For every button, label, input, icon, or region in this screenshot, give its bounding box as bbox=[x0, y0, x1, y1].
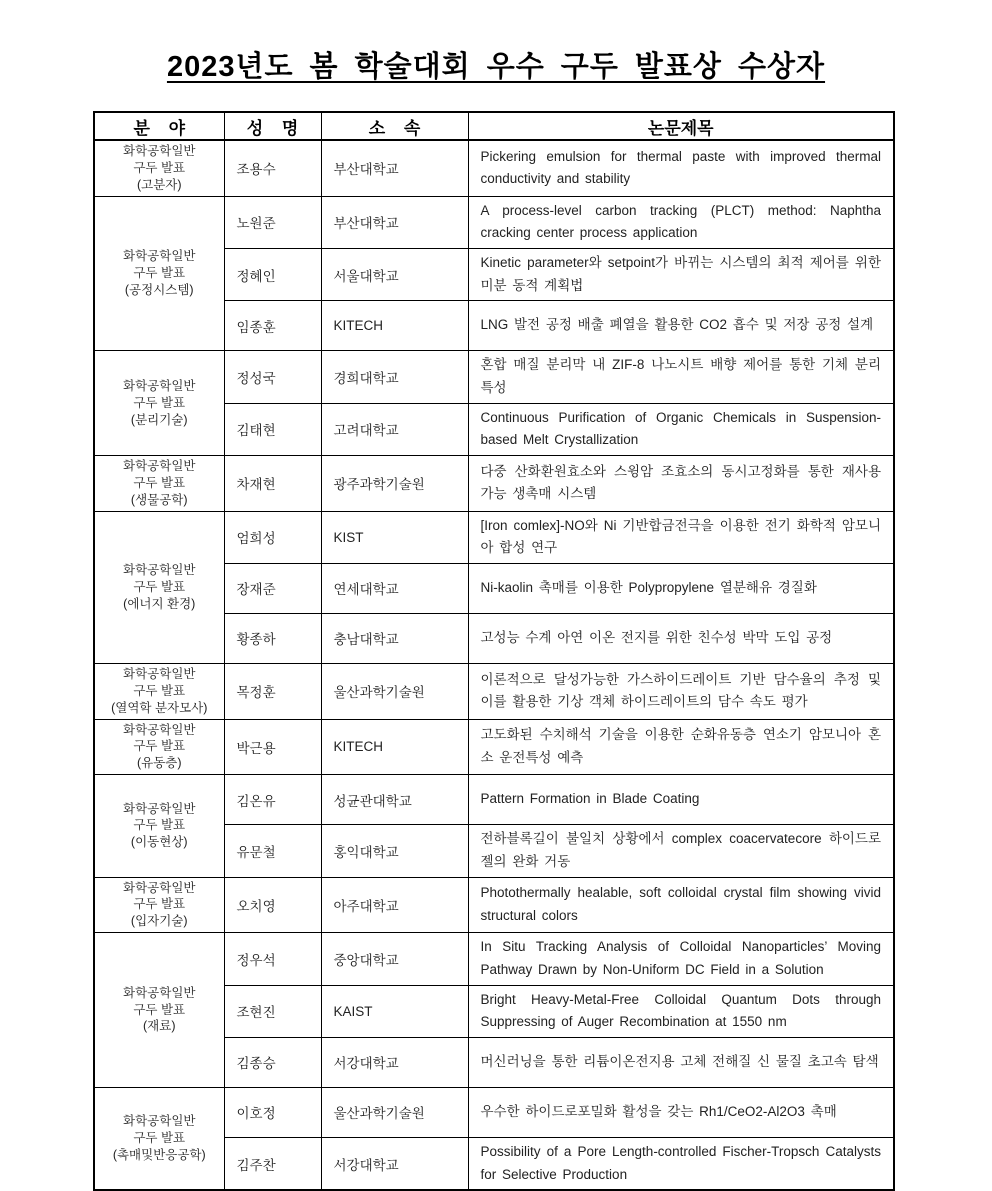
field-cell bbox=[94, 456, 224, 512]
field-cell bbox=[94, 1087, 224, 1190]
paper-title-cell: Pattern Formation in Blade Coating bbox=[468, 775, 894, 825]
name-cell: 김주찬 bbox=[224, 1137, 321, 1190]
table-row bbox=[94, 456, 894, 512]
affiliation-cell: 울산과학기술원 bbox=[321, 663, 468, 719]
name-cell: 정우석 bbox=[224, 933, 321, 985]
paper-title-cell: 전하블록길이 불일치 상황에서 complex coacervatecore 하이드로젤의 완화 거동 bbox=[468, 825, 894, 877]
table-row bbox=[94, 933, 894, 985]
paper-title-cell: Pickering emulsion for thermal paste with improved thermal conductivity and stability bbox=[468, 140, 894, 196]
field-line: (고분자) bbox=[136, 177, 182, 192]
affiliation-cell: 연세대학교 bbox=[321, 563, 468, 613]
field-line: (이동현상) bbox=[130, 835, 188, 850]
name-cell: 황종하 bbox=[224, 613, 321, 663]
name-cell: 김종승 bbox=[224, 1037, 321, 1087]
name-cell: 박근용 bbox=[224, 719, 321, 775]
field-line: 구두 발표 bbox=[133, 818, 186, 833]
affiliation-cell: 성균관대학교 bbox=[321, 775, 468, 825]
table-row bbox=[94, 1087, 894, 1137]
field-cell bbox=[94, 933, 224, 1088]
field-line: (분리기술) bbox=[130, 412, 188, 427]
table-row bbox=[94, 511, 894, 563]
field-cell bbox=[94, 719, 224, 775]
affiliation-cell: 서강대학교 bbox=[321, 1037, 468, 1087]
affiliation-cell: 중앙대학교 bbox=[321, 933, 468, 985]
field-line: 화학공학일반 bbox=[123, 666, 196, 681]
paper-title-cell: Photothermally healable, soft colloidal crystal film showing vivid structural colors bbox=[468, 877, 894, 933]
field-line: 구두 발표 bbox=[133, 1131, 186, 1146]
table-row bbox=[94, 775, 894, 825]
affiliation-cell: KITECH bbox=[321, 719, 468, 775]
paper-title-cell: 다중 산화환원효소와 스윙암 조효소의 동시고정화를 통한 재사용 가능 생촉매 시스템 bbox=[468, 456, 894, 512]
field-line: 구두 발표 bbox=[133, 395, 186, 410]
field-cell bbox=[94, 877, 224, 933]
field-line: (재료) bbox=[143, 1019, 176, 1034]
field-line: (유동층) bbox=[136, 756, 182, 771]
field-line: 화학공학일반 bbox=[123, 144, 196, 158]
header-field: 분 야 bbox=[94, 112, 224, 140]
field-cell bbox=[94, 663, 224, 719]
name-cell: 목정훈 bbox=[224, 663, 321, 719]
table-row bbox=[94, 140, 894, 196]
name-cell: 조현진 bbox=[224, 985, 321, 1037]
header-paper-title: 논문제목 bbox=[468, 112, 894, 140]
page-title: 2023년도 봄 학술대회 우수 구두 발표상 수상자 bbox=[166, 51, 826, 83]
affiliation-cell: 홍익대학교 bbox=[321, 825, 468, 877]
paper-title-cell: LNG 발전 공정 배출 폐열을 활용한 CO2 흡수 및 저장 공정 설계 bbox=[468, 301, 894, 351]
field-line: (열역학 분자모사) bbox=[111, 700, 208, 715]
affiliation-cell: 경희대학교 bbox=[321, 351, 468, 403]
field-line: 구두 발표 bbox=[133, 579, 186, 594]
field-line: 구두 발표 bbox=[133, 266, 186, 281]
field-line: 화학공학일반 bbox=[123, 722, 196, 737]
awards-table bbox=[93, 111, 895, 1191]
paper-title-cell: 고도화된 수치해석 기술을 이용한 순화유동층 연소기 암모니아 혼소 운전특성 예측 bbox=[468, 719, 894, 775]
paper-title-cell: 우수한 하이드로포밀화 활성을 갖는 Rh1/CeO2-Al2O3 촉매 bbox=[468, 1087, 894, 1137]
field-cell bbox=[94, 351, 224, 456]
field-cell bbox=[94, 775, 224, 877]
field-line: 구두 발표 bbox=[133, 475, 186, 490]
affiliation-cell: 서울대학교 bbox=[321, 248, 468, 300]
field-line: 구두 발표 bbox=[133, 739, 186, 754]
field-line: 화학공학일반 bbox=[123, 880, 196, 895]
field-line: 구두 발표 bbox=[133, 683, 186, 698]
name-cell: 노원준 bbox=[224, 196, 321, 248]
paper-title-cell: Ni-kaolin 촉매를 이용한 Polypropylene 열분해유 경질화 bbox=[468, 563, 894, 613]
table-row bbox=[94, 663, 894, 719]
paper-title-cell: Kinetic parameter와 setpoint가 바뀌는 시스템의 최적 제어를 위한 미분 동적 계획법 bbox=[468, 248, 894, 300]
affiliation-cell: 부산대학교 bbox=[321, 140, 468, 196]
field-line: (에너지 환경) bbox=[123, 596, 196, 611]
field-line: 화학공학일반 bbox=[123, 249, 196, 264]
table-body bbox=[94, 140, 894, 1190]
paper-title-cell: 이론적으로 달성가능한 가스하이드레이트 기반 담수율의 추정 및 이를 활용한 기상 객체 하이드레이트의 담수 속도 평가 bbox=[468, 663, 894, 719]
paper-title-cell: Possibility of a Pore Length-controlled Fischer-Tropsch Catalysts for Selective Production bbox=[468, 1137, 894, 1190]
name-cell: 유문철 bbox=[224, 825, 321, 877]
name-cell: 조용수 bbox=[224, 140, 321, 196]
header-affiliation: 소 속 bbox=[321, 112, 468, 140]
field-line: 화학공학일반 bbox=[123, 1114, 196, 1129]
name-cell: 오치영 bbox=[224, 877, 321, 933]
paper-title-cell: Bright Heavy-Metal-Free Colloidal Quantum Dots through Suppressing of Auger Recombination at 1550 nm bbox=[468, 985, 894, 1037]
field-cell bbox=[94, 140, 224, 196]
header-row bbox=[94, 112, 894, 140]
name-cell: 김온유 bbox=[224, 775, 321, 825]
affiliation-cell: 부산대학교 bbox=[321, 196, 468, 248]
table-row bbox=[94, 719, 894, 775]
field-cell bbox=[94, 511, 224, 663]
field-cell bbox=[94, 196, 224, 351]
field-line: 구두 발표 bbox=[133, 160, 186, 175]
affiliation-cell: 울산과학기술원 bbox=[321, 1087, 468, 1137]
affiliation-cell: 아주대학교 bbox=[321, 877, 468, 933]
field-line: 구두 발표 bbox=[133, 897, 186, 912]
table-row bbox=[94, 196, 894, 248]
name-cell: 장재준 bbox=[224, 563, 321, 613]
paper-title-cell: 고성능 수계 아연 이온 전지를 위한 친수성 박막 도입 공정 bbox=[468, 613, 894, 663]
name-cell: 차재현 bbox=[224, 456, 321, 512]
paper-title-cell: A process-level carbon tracking (PLCT) method: Naphtha cracking center process application bbox=[468, 196, 894, 248]
paper-title-cell: Continuous Purification of Organic Chemicals in Suspension-based Melt Crystallization bbox=[468, 403, 894, 455]
table-row bbox=[94, 877, 894, 933]
header-name: 성 명 bbox=[224, 112, 321, 140]
name-cell: 정혜인 bbox=[224, 248, 321, 300]
field-line: 화학공학일반 bbox=[123, 459, 196, 473]
name-cell: 임종훈 bbox=[224, 301, 321, 351]
name-cell: 이호정 bbox=[224, 1087, 321, 1137]
name-cell: 정성국 bbox=[224, 351, 321, 403]
field-line: (촉매및반응공학) bbox=[112, 1147, 206, 1162]
paper-title-cell: 혼합 매질 분리막 내 ZIF-8 나노시트 배향 제어를 통한 기체 분리 특성 bbox=[468, 351, 894, 403]
field-line: 화학공학일반 bbox=[123, 378, 196, 393]
affiliation-cell: 충남대학교 bbox=[321, 613, 468, 663]
paper-title-cell: 머신러닝을 통한 리튬이온전지용 고체 전해질 신 물질 초고속 탐색 bbox=[468, 1037, 894, 1087]
paper-title-cell: [Iron comlex]-NO와 Ni 기반합금전극을 이용한 전기 화학적 암모니아 합성 연구 bbox=[468, 511, 894, 563]
field-line: (생물공학) bbox=[130, 492, 188, 507]
field-line: (입자기술) bbox=[130, 914, 188, 929]
field-line: 구두 발표 bbox=[133, 1002, 186, 1017]
name-cell: 엄희성 bbox=[224, 511, 321, 563]
field-line: (공정시스템) bbox=[124, 282, 194, 297]
affiliation-cell: KAIST bbox=[321, 985, 468, 1037]
paper-title-cell: In Situ Tracking Analysis of Colloidal Nanoparticles’ Moving Pathway Drawn by Non-Uniform DC Field in a Solution bbox=[468, 933, 894, 985]
affiliation-cell: 광주과학기술원 bbox=[321, 456, 468, 512]
affiliation-cell: 고려대학교 bbox=[321, 403, 468, 455]
table-row bbox=[94, 351, 894, 403]
affiliation-cell: 서강대학교 bbox=[321, 1137, 468, 1190]
field-line: 화학공학일반 bbox=[123, 562, 196, 577]
field-line: 화학공학일반 bbox=[123, 985, 196, 1000]
affiliation-cell: KIST bbox=[321, 511, 468, 563]
field-line: 화학공학일반 bbox=[123, 801, 196, 816]
affiliation-cell: KITECH bbox=[321, 301, 468, 351]
name-cell: 김태현 bbox=[224, 403, 321, 455]
